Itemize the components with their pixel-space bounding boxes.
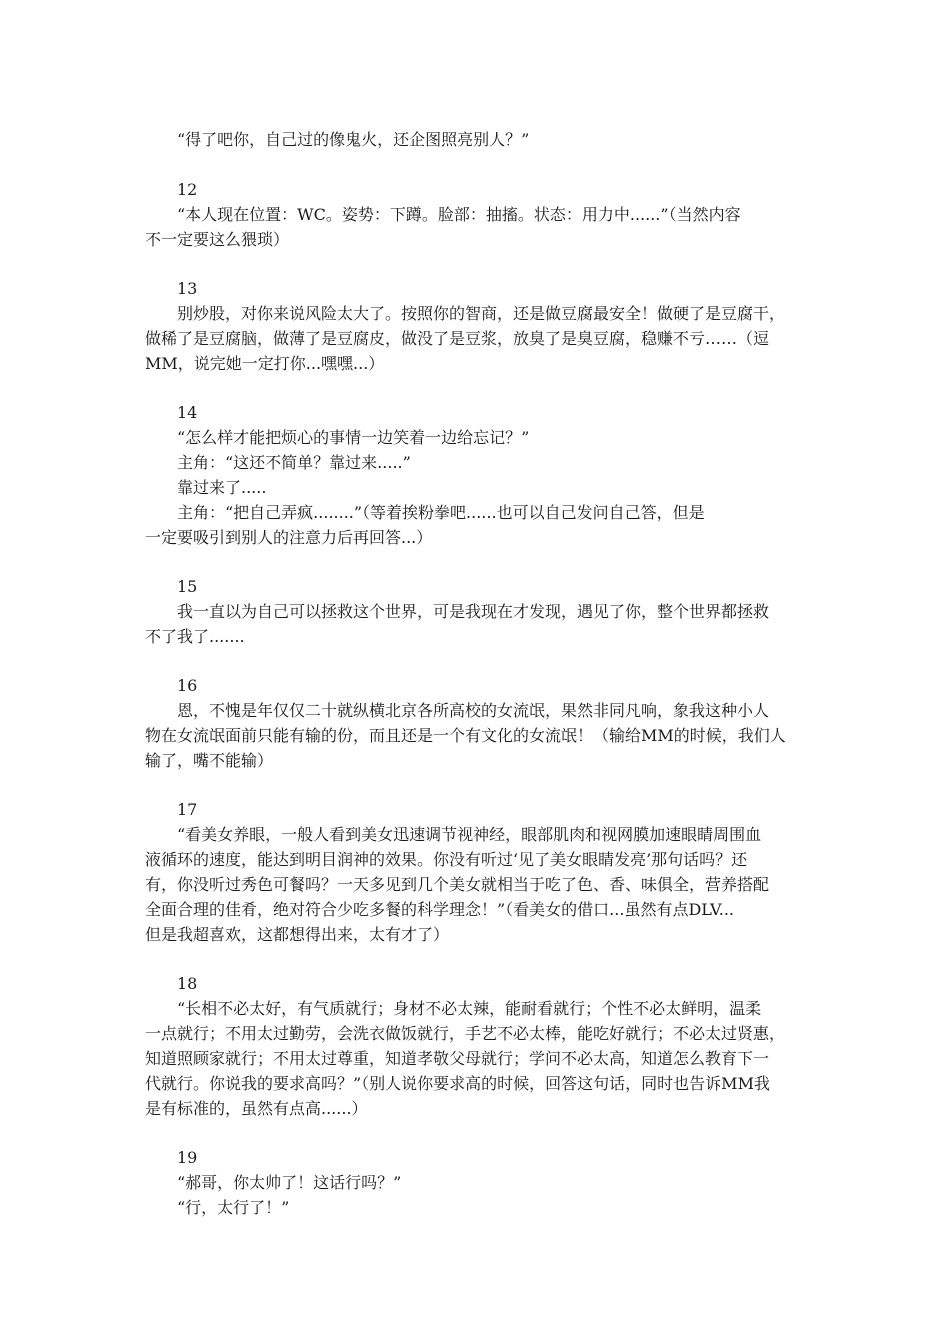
- text-line: MM，说完她一定打你...嘿嘿...）: [145, 354, 385, 373]
- entry-17: [145, 797, 810, 947]
- text-line: “怎么样才能把烦心的事情一边笑着一边给忘记？”: [177, 428, 530, 447]
- text-line: 但是我超喜欢，这都想得出来，太有才了）: [145, 925, 450, 944]
- entry-number: 19: [177, 1148, 198, 1167]
- text-line: 恩，不愧是年仅仅二十就纵横北京各所高校的女流氓，果然非同凡响，象我这种小人: [177, 701, 770, 720]
- entry-number: 14: [177, 403, 198, 422]
- text-line: 是有标准的，虽然有点高......）: [145, 1099, 368, 1118]
- entry-18: [145, 971, 810, 1121]
- text-line: 不一定要这么猥琐）: [145, 230, 290, 249]
- entry-number: 15: [177, 577, 198, 596]
- text-line: “郝哥，你太帅了！这话行吗？”: [177, 1173, 402, 1192]
- text-line: “长相不必太好，有气质就行；身材不必太辣，能耐看就行；个性不必太鲜明，温柔: [177, 999, 762, 1018]
- text-line: “本人现在位置：WC。姿势：下蹲。脸部：抽搐。状态：用力中......”（当然内容: [177, 205, 741, 224]
- text-line: 做稀了是豆腐脑，做薄了是豆腐皮，做没了是豆浆，放臭了是臭豆腐，稳赚不亏……（逗: [145, 329, 770, 348]
- intro-paragraph: [145, 127, 810, 152]
- entry-number: 18: [177, 974, 198, 993]
- text-line: 主角：“把自己弄疯........”（等着挨粉拳吧......也可以自己发问自己答，但是: [177, 503, 705, 522]
- text-line: “看美女养眼，一般人看到美女迅速调节视神经，眼部肌肉和视网膜加速眼睛周围血: [177, 825, 762, 844]
- text-line: 有，你没听过秀色可餐吗？一天多见到几个美女就相当于吃了色、香、味俱全，营养搭配: [145, 875, 770, 894]
- entry-12: [145, 177, 810, 252]
- entry-15: [145, 574, 810, 649]
- entry-number: 12: [177, 180, 198, 199]
- text-line: “得了吧你，自己过的像鬼火，还企图照亮别人？”: [177, 130, 530, 149]
- entry-16: [145, 673, 810, 773]
- text-line: 知道照顾家就行；不用太过尊重，知道孝敬父母就行；学问不必太高，知道怎么教育下一: [145, 1049, 770, 1068]
- text-line: 主角：“这还不简单？靠过来.....”: [177, 453, 411, 472]
- entry-number: 13: [177, 279, 198, 298]
- entry-14: [145, 400, 810, 550]
- entry-number: 17: [177, 800, 198, 819]
- entry-13: [145, 276, 810, 376]
- text-line: 物在女流氓面前只能有输的份，而且还是一个有文化的女流氓！（输给MM的时候，我们人: [145, 726, 786, 745]
- text-line: 我一直以为自己可以拯救这个世界，可是我现在才发现，遇见了你，整个世界都拯救: [177, 602, 770, 621]
- entry-19: [145, 1145, 810, 1220]
- text-line: 代就行。你说我的要求高吗？”（别人说你要求高的时候，回答这句话，同时也告诉MM我: [145, 1074, 770, 1093]
- entry-number: 16: [177, 676, 198, 695]
- text-line: 一定要吸引到别人的注意力后再回答...）: [145, 528, 433, 547]
- text-line: 全面合理的佳肴，绝对符合少吃多餐的科学理念！”（看美女的借口...虽然有点DLV...: [145, 900, 735, 919]
- text-line: 一点就行；不用太过勤劳，会洗衣做饭就行，手艺不必太棒，能吃好就行；不必太过贤惠，: [145, 1024, 786, 1043]
- text-line: 别炒股，对你来说风险太大了。按照你的智商，还是做豆腐最安全！做硬了是豆腐干，: [177, 304, 786, 323]
- text-line: 液循环的速度，能达到明目润神的效果。你没有听过‘见了美女眼睛发亮’那句话吗？还: [145, 850, 748, 869]
- text-line: 不了我了.......: [145, 627, 245, 646]
- text-line: “行，太行了！”: [177, 1198, 290, 1217]
- text-line: 输了，嘴不能输）: [145, 751, 274, 770]
- text-line: 靠过来了.....: [177, 478, 267, 497]
